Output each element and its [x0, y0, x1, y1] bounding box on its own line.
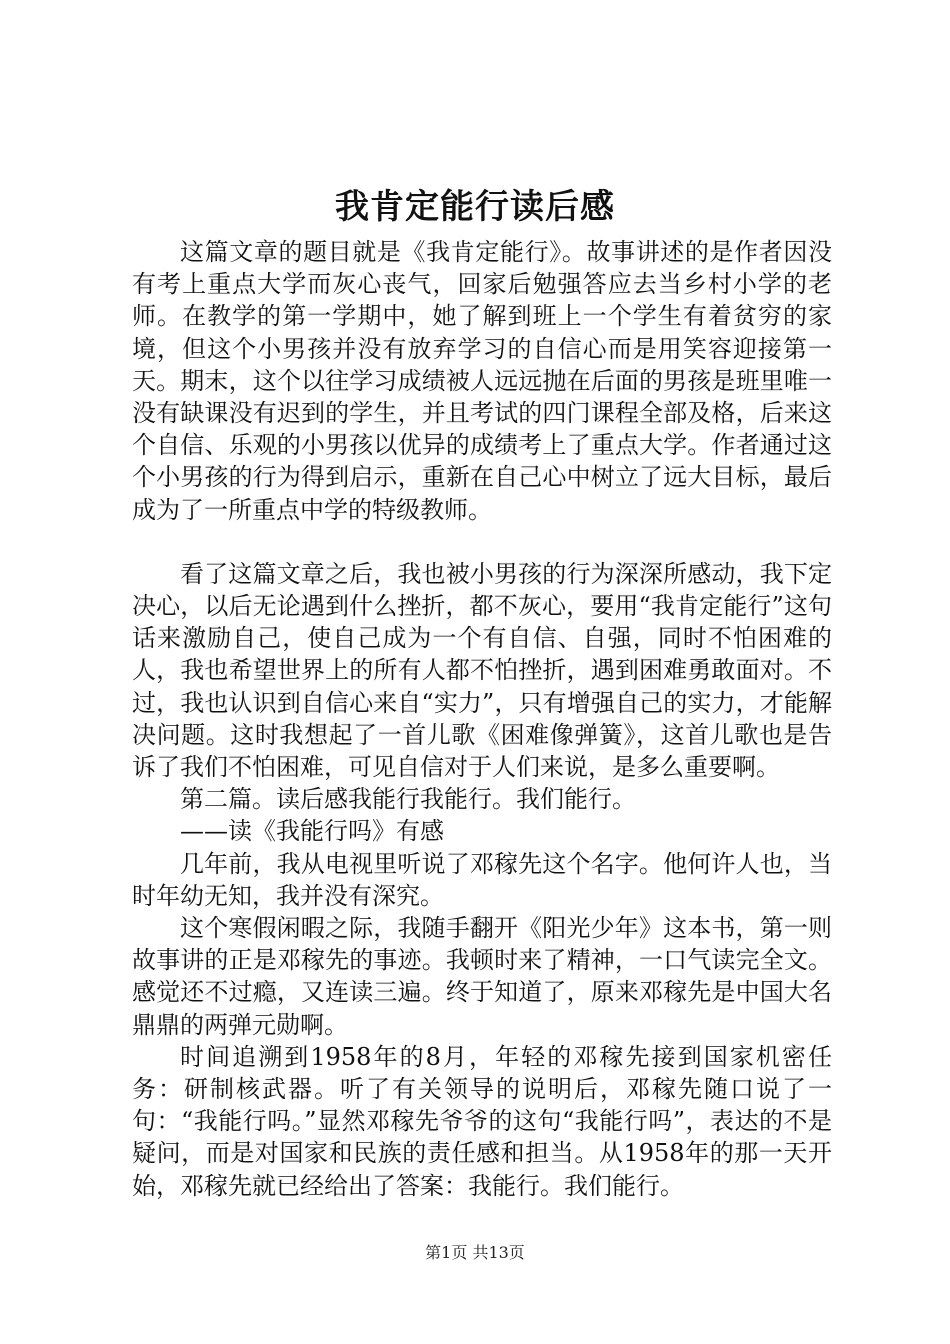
paragraph-reflection: 看了这篇文章之后，我也被小男孩的行为深深所感动，我下定决心，以后无论遇到什么挫折，都不灰心，要用“我肯定能行”这句话来激励自己，使自己成为一个有自信、自强，同时不怕困难的人，我也希望世界上的所有人都不怕挫折，遇到困难勇敢面对。不过，我也认识到自信心来自“实力”，只有增强自己的实力，才能解决问题。这时我想起了一首儿歌《困难像弹簧》，这首儿歌也是告诉了我们不怕困难，可见自信对于人们来说，是多么重要啊。 [132, 559, 832, 782]
paragraph-intro: 这篇文章的题目就是《我肯定能行》。故事讲述的是作者因没有考上重点大学而灰心丧气，回家后勉强答应去当乡村小学的老师。在教学的第一学期中，她了解到班上一个学生有着贫穷的家境，但这个小男孩并没有放弃学习的自信心而是用笑容迎接第一天。期末，这个以往学习成绩被人远远抛在后面的男孩是班里唯一没有缺课没有迟到的学生，并且考试的四门课程全部及格，后来这个自信、乐观的小男孩以优异的成绩考上了重点大学。作者通过这个小男孩的行为得到启示，重新在自己心中树立了远大目标，最后成为了一所重点中学的特级教师。 [132, 238, 832, 524]
document-title: 我肯定能行读后感 [335, 187, 615, 227]
page-footer: 第1页 共13页 [425, 1243, 525, 1262]
paragraph-memory: 几年前，我从电视里听说了邓稼先这个名字。他何许人也，当时年幼无知，我并没有深究。 [132, 849, 832, 910]
paragraph-section-heading: 第二篇。读后感我能行我能行。我们能行。 [180, 785, 636, 814]
paragraph-subtitle: ——读《我能行吗》有感 [180, 817, 444, 846]
paragraph-reading: 这个寒假闲暇之际，我随手翻开《阳光少年》这本书，第一则故事讲的正是邓稼先的事迹。我顿时来了精神，一口气读完全文。感觉还不过瘾，又连读三遍。终于知道了，原来邓稼先是中国大名鼎鼎的两弹元勋啊。 [132, 914, 832, 1039]
document-body [132, 236, 832, 1202]
paragraph-history: 时间追溯到1958年的8月，年轻的邓稼先接到国家机密任务：研制核武器。听了有关领导的说明后，邓稼先随口说了一句：“我能行吗。”显然邓稼先爷爷的这句“我能行吗”，表达的不是疑问，而是对国家和民族的责任感和担当。从1958年的那一天开始，邓稼先就已经给出了答案：我能行。我们能行。 [132, 1042, 832, 1200]
